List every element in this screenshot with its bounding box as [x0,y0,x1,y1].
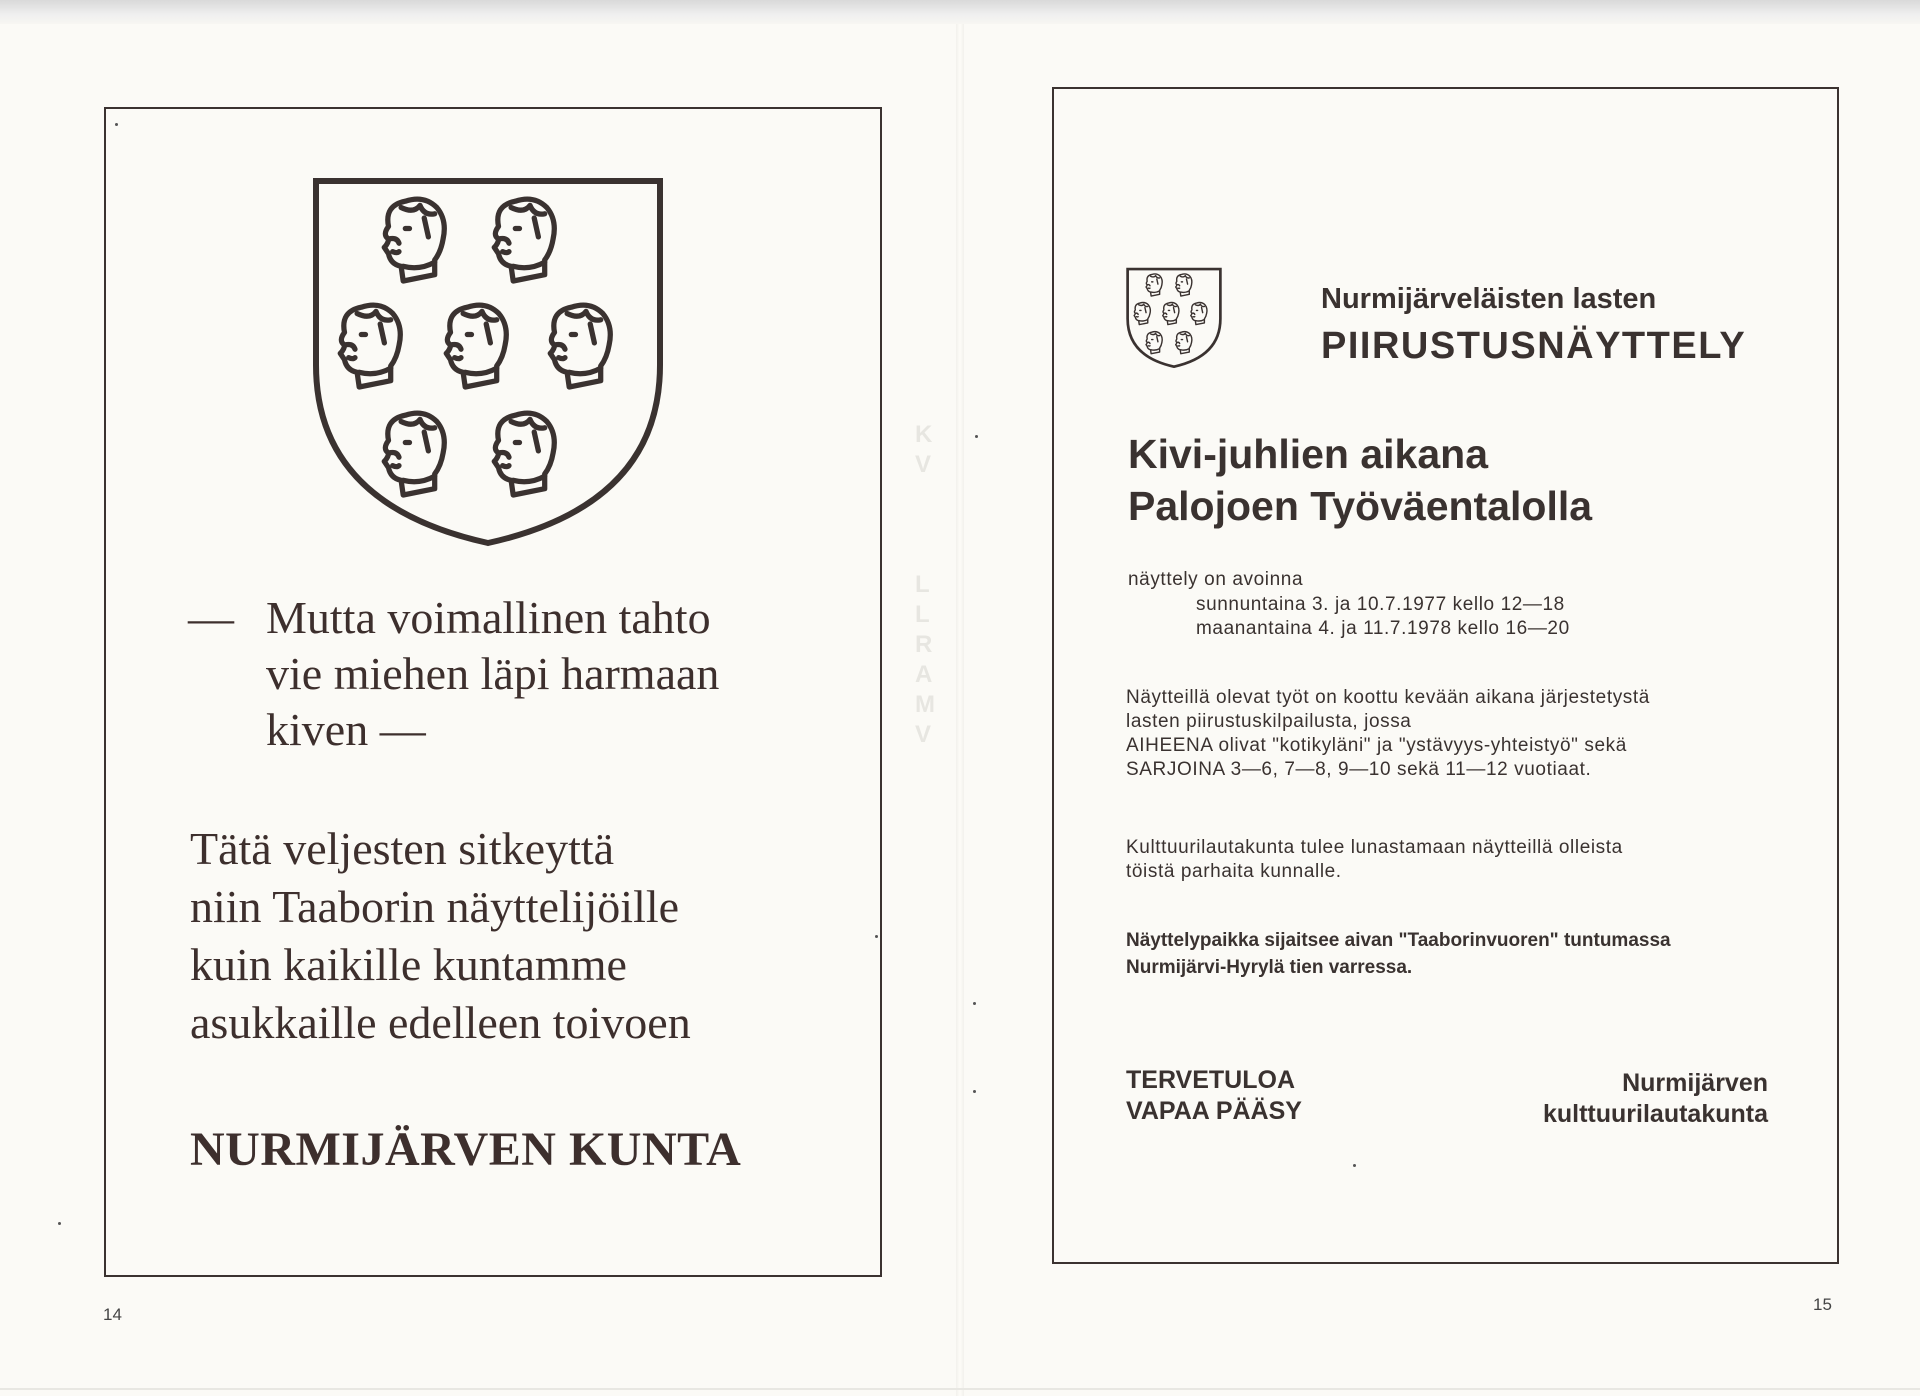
hours-line: sunnuntaina 3. ja 10.7.1977 kello 12—18 [1196,594,1565,615]
scan-speck [975,435,978,438]
bleed-through-marks: K V L L R A M V [915,421,935,748]
page-spine [956,24,964,1396]
page-number-left: 14 [103,1305,122,1324]
closing-line: Tätä veljesten sitkeyttä [190,823,615,874]
kivi-quote [188,590,868,758]
scan-bottom-edge [0,1388,1920,1390]
description-line: AIHEENA olivat "kotikyläni" ja "ystävyys-yhteistyö" sekä [1126,735,1627,756]
exhibition-subtitle: Nurmijärveläisten lasten [1321,283,1657,315]
venue-line: Kivi-juhlien aikana [1128,431,1488,477]
closing-text [190,820,870,1052]
purchase-line: töistä parhaita kunnalle. [1126,861,1342,882]
venue-line: Palojoen Työväentalolla [1128,483,1593,529]
quote-line: vie miehen läpi harmaan [266,648,720,699]
description-line: lasten piirustuskilpailusta, jossa [1126,711,1412,732]
location-line: Näyttelypaikka sijaitsee aivan "Taaborinvuoren" tuntumassa [1126,930,1671,951]
welcome-line: VAPAA PÄÄSY [1126,1097,1302,1125]
scan-speck [58,1222,61,1225]
location-note [1126,927,1671,981]
welcome-text [1126,1065,1302,1127]
quote-line: kiven — [266,704,426,755]
purchase-line: Kulttuurilautakunta tulee lunastamaan näytteillä olleista [1126,837,1623,858]
closing-line: kuin kaikille kuntamme [190,939,627,990]
exhibition-description [1126,686,1650,782]
organizer-line: Nurmijärven [1622,1069,1768,1097]
organizer-line: kulttuurilautakunta [1542,1100,1768,1128]
scan-top-edge [0,0,1920,24]
organizer-text [1543,1068,1768,1130]
closing-line: asukkaille edelleen toivoen [190,997,691,1048]
description-line: Näytteillä olevat työt on koottu kevään aikana järjestetystä [1126,687,1650,708]
quote-dash: — [188,592,234,643]
scan-speck [973,1002,976,1005]
hours-intro: näyttely on avoinna [1128,569,1304,590]
scan-speck [1353,1164,1356,1167]
hours-list [1196,593,1570,641]
closing-line: niin Taaborin näyttelijöille [190,881,680,932]
municipality-signature: NURMIJÄRVEN KUNTA [190,1123,742,1176]
quote-line: Mutta voimallinen tahto [266,592,711,643]
coat-of-arms-small [1126,265,1222,371]
purchase-note [1126,836,1623,884]
exhibition-title: PIIRUSTUSNÄYTTELY [1321,325,1747,367]
scan-speck [875,935,878,938]
scan-speck [115,123,118,126]
location-line: Nurmijärvi-Hyrylä tien varressa. [1126,957,1413,978]
scan-speck [973,1090,976,1093]
venue-heading [1128,428,1592,532]
page-number-right: 15 [1813,1295,1832,1314]
hours-line: maanantaina 4. ja 11.7.1978 kello 16—20 [1196,618,1570,639]
description-line: SARJOINA 3—6, 7—8, 9—10 sekä 11—12 vuotiaat. [1126,759,1592,780]
coat-of-arms-large [310,175,666,550]
welcome-line: TERVETULOA [1126,1066,1295,1094]
